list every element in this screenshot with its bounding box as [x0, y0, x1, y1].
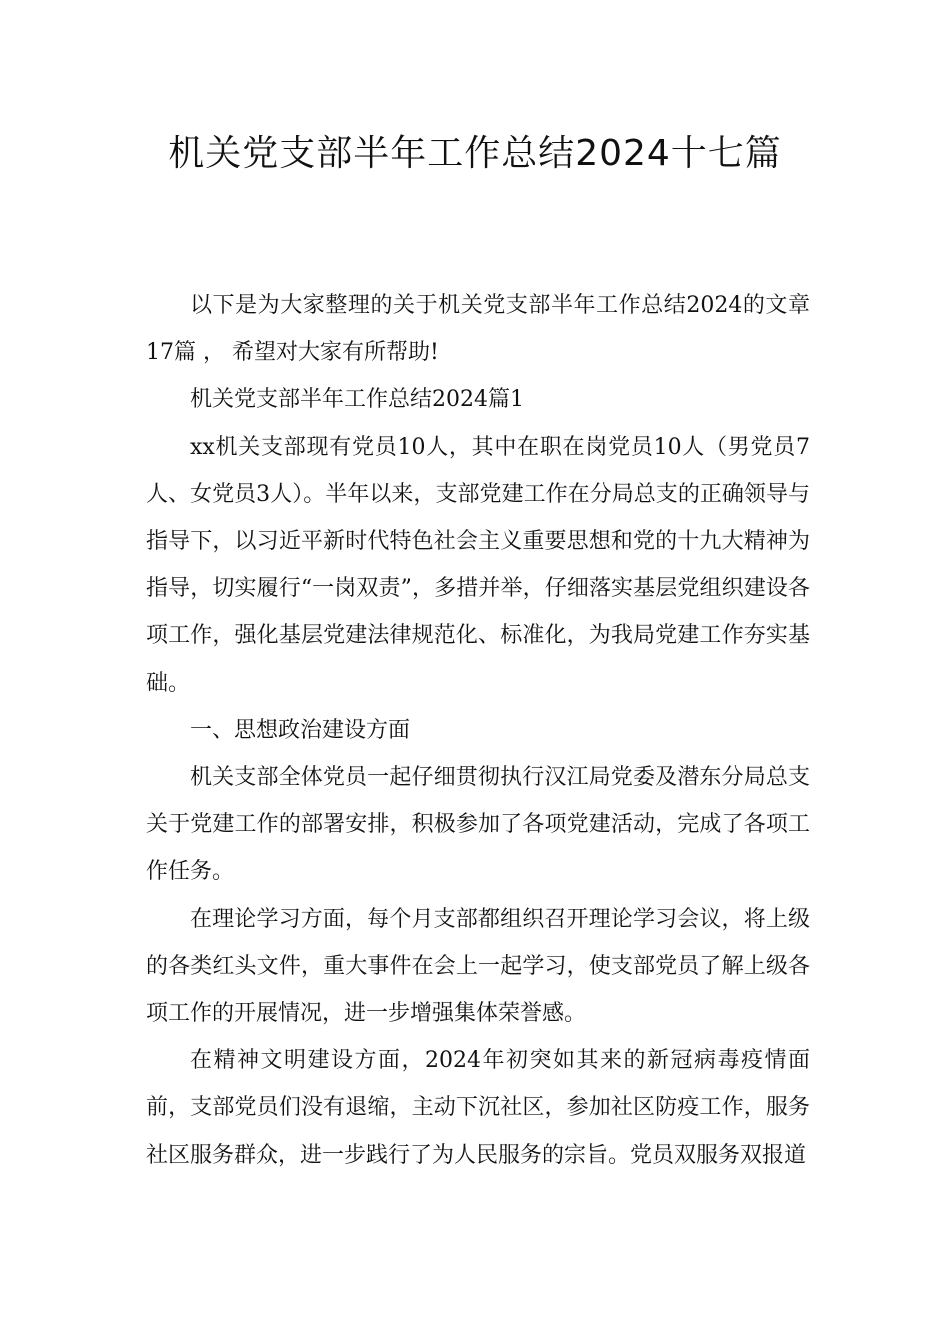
intro-paragraph: 以下是为大家整理的关于机关党支部半年工作总结2024的文章17篇 ， 希望对大家有所帮助!	[146, 293, 810, 366]
body-paragraph: xx机关支部现有党员10人，其中在职在岗党员10人（男党员7人、女党员3人）。半年以来，支部党建工作在分局总支的正确领导与指导下，以习近平新时代特色社会主义重要思想和党的十九大精神为指导，切实履行“一岗双责”，多措并举，仔细落实基层党组织建设各项工作，强化基层党建法律规范化、标准化，为我局党建工作夯实基础。	[146, 434, 810, 696]
body-paragraph: 在精神文明建设方面，2024年初突如其来的新冠病毒疫情面前，支部党员们没有退缩，主动下沉社区，参加社区防疫工作，服务社区服务群众，进一步践行了为人民服务的宗旨。党员双服务双报道	[146, 1048, 810, 1168]
section-title: 机关党支部半年工作总结2024篇1	[190, 387, 524, 413]
section-heading: 一、思想政治建设方面	[190, 717, 411, 743]
body-paragraph: 在理论学习方面，每个月支部都组织召开理论学习会议，将上级的各类红头文件，重大事件在会上一起学习，使支部党员了解上级各项工作的开展情况，进一步增强集体荣誉感。	[146, 906, 810, 1027]
document-body	[146, 282, 810, 1179]
document-title: 机关党支部半年工作总结2024十七篇	[168, 133, 782, 174]
body-paragraph: 机关支部全体党员一起仔细贯彻执行汉江局党委及潜东分局总支关于党建工作的部署安排，积极参加了各项党建活动，完成了各项工作任务。	[146, 765, 810, 885]
